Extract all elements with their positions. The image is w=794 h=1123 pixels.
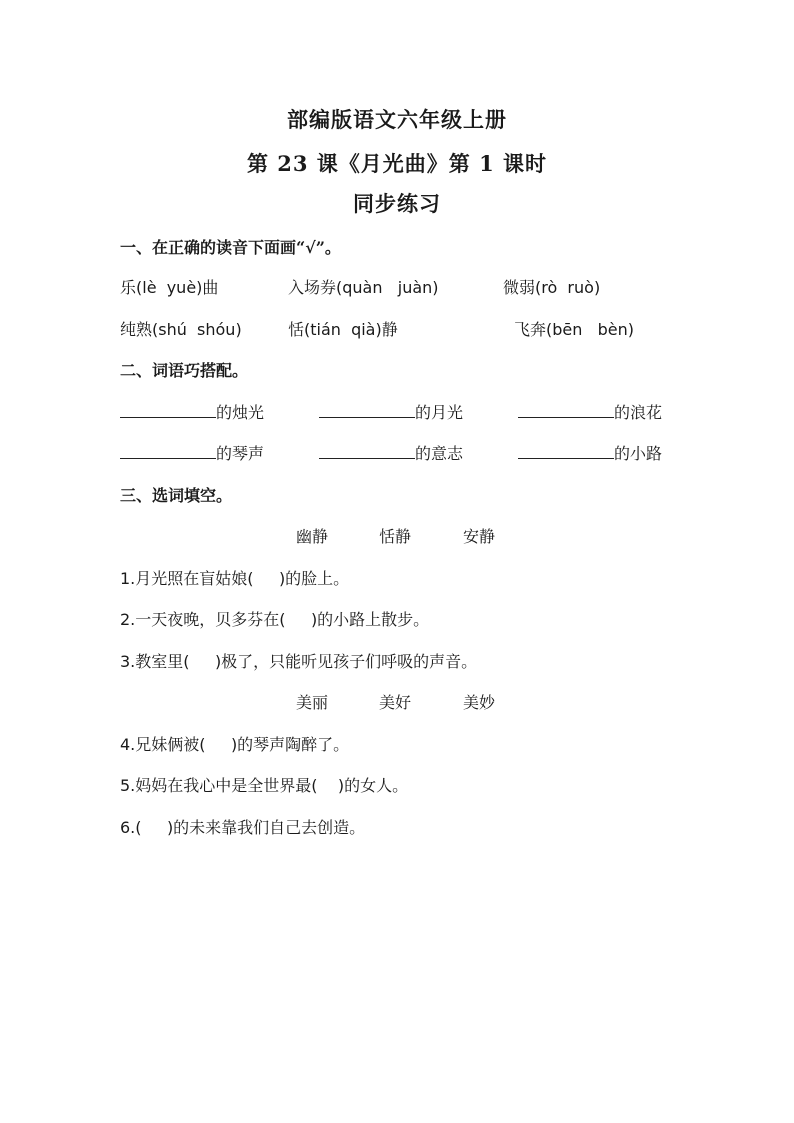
match-item: 的意志 [319, 441, 463, 464]
sentence: 1.月光照在盲姑娘( )的脸上。 [120, 569, 350, 588]
section2-heading: 二、词语巧搭配。 [120, 361, 249, 380]
pinyin-item: 飞奔(bēn bèn) [514, 320, 635, 339]
section1-heading: 一、在正确的读音下面画“√”。 [120, 238, 341, 257]
word-choice: 恬静 [379, 527, 412, 546]
match-item: 的月光 [319, 400, 463, 423]
sentence: 6.( )的未来靠我们自己去创造。 [120, 818, 366, 837]
match-item: 的小路 [518, 441, 662, 464]
sentence: 5.妈妈在我心中是全世界最( )的女人。 [120, 776, 409, 795]
sentence: 2.一天夜晚，贝多芬在( )的小路上散步。 [120, 610, 430, 629]
word-choice: 安静 [463, 527, 496, 546]
match-item: 的浪花 [518, 400, 662, 423]
word-choice: 幽静 [296, 527, 329, 546]
pinyin-item: 微弱(rò ruò) [503, 278, 601, 297]
answer-blank[interactable] [319, 403, 415, 418]
word-choice: 美妙 [463, 693, 496, 712]
answer-blank[interactable] [120, 444, 216, 459]
word-choice: 美丽 [296, 693, 329, 712]
section3-heading: 三、选词填空。 [120, 486, 233, 505]
title-lesson: 第 23 课《月光曲》第 1 课时 [246, 151, 548, 176]
answer-blank[interactable] [319, 444, 415, 459]
title-grade: 部编版语文六年级上册 [287, 107, 507, 132]
pinyin-item: 乐(lè yuè)曲 [120, 278, 219, 297]
answer-blank[interactable] [120, 403, 216, 418]
sentence: 4.兄妹俩被( )的琴声陶醉了。 [120, 735, 350, 754]
word-choice: 美好 [379, 693, 412, 712]
answer-blank[interactable] [518, 403, 614, 418]
sentence: 3.教室里( )极了，只能听见孩子们呼吸的声音。 [120, 652, 478, 671]
pinyin-item: 入场券(quàn juàn) [288, 278, 439, 297]
answer-blank[interactable] [518, 444, 614, 459]
pinyin-item: 纯熟(shú shóu) [120, 320, 242, 339]
match-item: 的琴声 [120, 441, 264, 464]
title-practice: 同步练习 [353, 191, 441, 216]
pinyin-item: 恬(tián qià)静 [288, 320, 398, 339]
match-item: 的烛光 [120, 400, 264, 423]
